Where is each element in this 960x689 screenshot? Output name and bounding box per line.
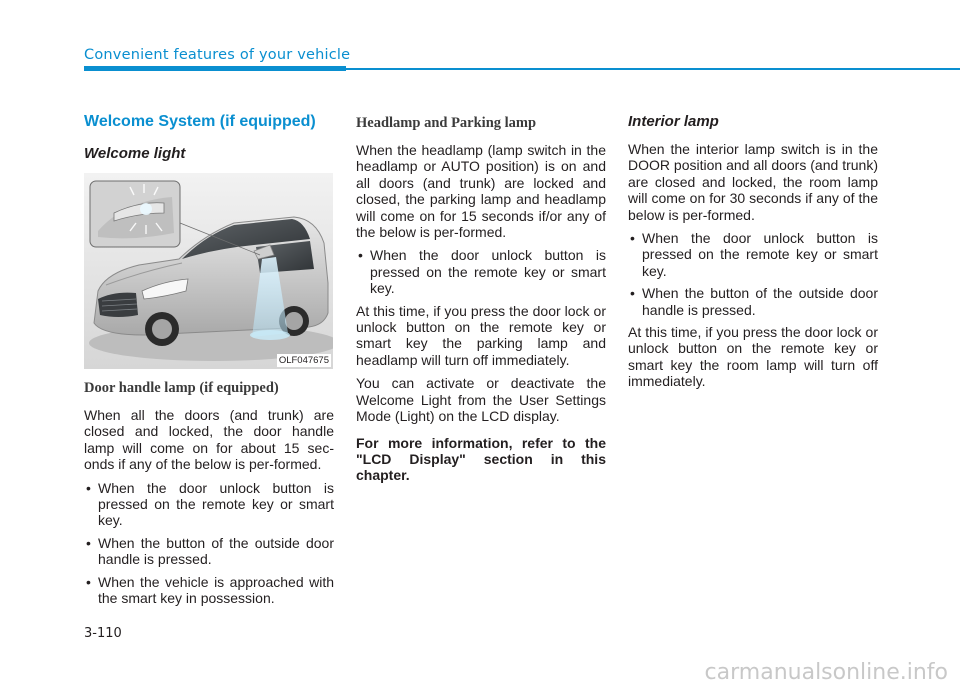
- car-illustration-icon: [84, 173, 333, 369]
- watermark-text: carmanualsonline.info: [704, 660, 948, 685]
- welcome-light-subheading: Welcome light: [84, 145, 186, 162]
- interior-lamp-heading: Interior lamp: [628, 113, 719, 130]
- headlamp-note: For more information, refer to the "LCD Display" section in this chapter.: [356, 434, 606, 484]
- column-2: [356, 108, 606, 491]
- list-item: • When the vehicle is approached with the smart key in possession.: [84, 574, 334, 607]
- list-item: • When the button of the outside door handle is pressed.: [628, 285, 878, 318]
- header-rule-thin: [346, 68, 960, 70]
- door-handle-lamp-paragraph: When all the doors (and trunk) are closed and locked, the door handle lamp will come on for about 15 sec-onds if any of the below is per-formed.: [84, 407, 334, 473]
- welcome-light-illustration: [84, 173, 333, 369]
- page-number: 3-110: [84, 626, 122, 641]
- list-item: • When the door unlock button is pressed on the remote key or smart key.: [628, 230, 878, 279]
- column-1: [84, 108, 334, 612]
- headlamp-paragraph-1: When the headlamp (lamp switch in the headlamp or AUTO position) is on and all doors (and trunk) are locked and closed, the parking lamp and headlamp will come on for 15 seconds if/or any of the below is per-formed.: [356, 142, 606, 241]
- interior-lamp-paragraph-1: When the interior lamp switch is in the DOOR position and all doors (and trunk) are closed and locked, the room lamp will come on for 30 seconds if any of the below is per-formed.: [628, 141, 878, 223]
- interior-lamp-bullets: [628, 230, 878, 318]
- headlamp-parking-lamp-heading: Headlamp and Parking lamp: [356, 115, 537, 131]
- headlamp-paragraph-2: At this time, if you press the door lock or unlock button on the remote key or smart key the parking lamp and headlamp will turn off immediately.: [356, 302, 606, 368]
- figure-code: OLF047675: [278, 355, 329, 366]
- door-handle-lamp-bullets: [84, 480, 334, 607]
- list-item: • When the door unlock button is pressed on the remote key or smart key.: [84, 480, 334, 529]
- headlamp-bullets: [356, 247, 606, 296]
- list-item: • When the button of the outside door handle is pressed.: [84, 535, 334, 568]
- section-header-title: Convenient features of your vehicle: [84, 47, 351, 63]
- door-handle-lamp-heading: Door handle lamp (if equipped): [84, 380, 279, 396]
- welcome-system-heading: Welcome System (if equipped): [84, 113, 316, 130]
- column-3: [628, 108, 878, 397]
- interior-lamp-paragraph-2: At this time, if you press the door lock or unlock button on the remote key or smart key the room lamp will turn off immediately.: [628, 324, 878, 390]
- list-item: • When the door unlock button is pressed on the remote key or smart key.: [356, 247, 606, 296]
- headlamp-paragraph-3: You can activate or deactivate the Welcome Light from the User Settings Mode (Light) on the LCD display.: [356, 375, 606, 425]
- header-rule-thick: [84, 66, 346, 71]
